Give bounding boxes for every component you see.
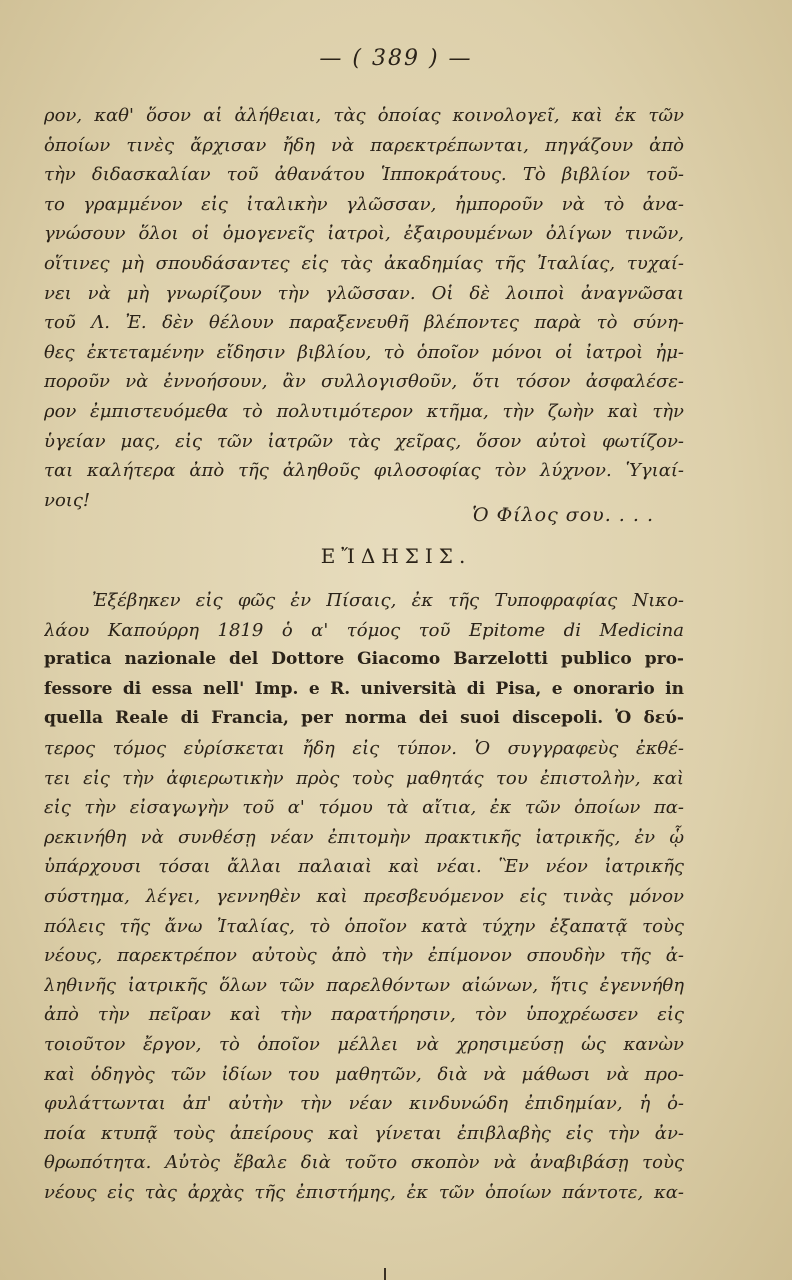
- text-line: θες ἐκτεταμένην εἴδησιν βιβλίου, τὸ ὁποῖον μόνοι οἱ ἰατροὶ ἠμ-: [44, 341, 684, 363]
- text-line: θρωπότητα. Αὐτὸς ἔβαλε διὰ τοῦτο σκοπὸν νὰ ἀναβιβάσῃ τοὺς: [44, 1152, 684, 1174]
- text-line: ἀπὸ τὴν πεῖραν καὶ τὴν παρατήρησιν, τὸν ὑποχρέωσεν εἰς: [44, 1004, 684, 1026]
- paragraph-announcement: [44, 586, 684, 1207]
- text-line: ὑπάρχουσι τόσαι ἄλλαι παλαιαὶ καὶ νέαι. Ἓν νέον ἰατρικῆς: [44, 856, 684, 878]
- text-line: εἰς τὴν εἰσαγωγὴν τοῦ α' τόμου τὰ αἴτια, ἐκ τῶν ὁποίων πα-: [44, 797, 684, 819]
- bottom-edge-mark: [384, 1268, 386, 1280]
- text-line: καὶ ὁδηγὸς τῶν ἰδίων του μαθητῶν, διὰ νὰ μάθωσι νὰ προ-: [44, 1063, 684, 1085]
- text-line: τοῦ Λ. Ἐ. δὲν θέλουν παραξενευθῆ βλέποντες παρὰ τὸ σύνη-: [44, 312, 684, 334]
- text-line: ποροῦν νὰ ἐννοήσουν, ἂν συλλογισθοῦν, ὅτι τόσον ἀσφαλέσε-: [44, 371, 684, 393]
- text-line: ποία κτυπᾷ τοὺς ἀπείρους καὶ γίνεται ἐπιβλαβὴς εἰς τὴν ἀν-: [44, 1122, 684, 1144]
- text-line: γνώσουν ὅλοι οἱ ὁμογενεῖς ἰατροὶ, ἐξαιρουμένων ὀλίγων τινῶν,: [44, 223, 684, 245]
- text-line: fessore di essa nell' Imp. e R. università di Pisa, e onorario in: [44, 678, 684, 699]
- letter-signature: Ὁ Φίλος σου. . . .: [472, 504, 654, 526]
- text-line: λάου Καπούρρη 1819 ὁ α' τόμος τοῦ Epitome di Medicina: [44, 619, 684, 641]
- text-line: Ἐξέβηκεν εἰς φῶς ἐν Πίσαις, ἐκ τῆς Τυποφραφίας Νικο-: [92, 590, 684, 611]
- section-title: ΕἼΔΗΣΙΣ.: [320, 544, 472, 568]
- text-line: pratica nazionale del Dottore Giacomo Barzelotti publico pro-: [44, 649, 684, 670]
- text-line: νει νὰ μὴ γνωρίζουν τὴν γλῶσσαν. Οἱ δὲ λοιποὶ ἀναγνῶσαι: [44, 282, 684, 304]
- text-line: ρον ἐμπιστευόμεθα τὸ πολυτιμότερον κτῆμα, τὴν ζωὴν καὶ τὴν: [44, 400, 684, 422]
- text-line: νοις!: [44, 489, 91, 511]
- text-line: πόλεις τῆς ἄνω Ἰταλίας, τὸ ὁποῖον κατὰ τύχην ἐξαπατᾷ τοὺς: [44, 915, 684, 937]
- text-line: ρεκινήθη νὰ συνθέσῃ νέαν ἐπιτομὴν πρακτικῆς ἰατρικῆς, ἐν ᾧ: [44, 826, 684, 848]
- text-line: ρον, καθ' ὅσον αἱ ἀλήθειαι, τὰς ὁποίας κοινολογεῖ, καὶ ἐκ τῶν: [44, 105, 684, 126]
- text-line: quella Reale di Francia, per norma dei suoi discepoli. Ὁ δεύ-: [44, 708, 684, 729]
- text-line: οἵτινες μὴ σπουδάσαντες εἰς τὰς ἀκαδημίας τῆς Ἰταλίας, τυχαί-: [44, 252, 684, 274]
- text-line: τοιοῦτον ἔργον, τὸ ὁποῖον μέλλει νὰ χρησιμεύσῃ ὡς κανὼν: [44, 1033, 684, 1055]
- text-line: το γραμμένον εἰς ἰταλικὴν γλῶσσαν, ἠμποροῦν νὰ τὸ ἀνα-: [44, 193, 684, 215]
- text-line: σύστημα, λέγει, γεννηθὲν καὶ πρεσβευόμενον εἰς τινὰς μόνον: [44, 885, 684, 907]
- text-line: ὁποίων τινὲς ἄρχισαν ἤδη νὰ παρεκτρέπωνται, πηγάζουν ἀπὸ: [44, 134, 684, 156]
- text-line: τει εἰς τὴν ἀφιερωτικὴν πρὸς τοὺς μαθητάς του ἐπιστολὴν, καὶ: [44, 767, 684, 789]
- text-line: ται καλήτερα ἀπὸ τῆς ἀληθοῦς φιλοσοφίας τὸν λύχνον. Ὑγιαί-: [44, 460, 684, 482]
- text-line: τὴν διδασκαλίαν τοῦ ἀθανάτου Ἱπποκράτους. Τὸ βιβλίον τοῦ-: [44, 164, 684, 186]
- text-line: ληθινῆς ἰατρικῆς ὅλων τῶν παρελθόντων αἰώνων, ἥτις ἐγεννήθη: [44, 974, 684, 996]
- page-number-header: — ( 389 ) —: [319, 46, 473, 71]
- text-line: φυλάττωνται ἀπ' αὐτὴν τὴν νέαν κινδυνώδη ἐπιδημίαν, ἡ ὁ-: [44, 1093, 684, 1115]
- text-line: νέους εἰς τὰς ἀρχὰς τῆς ἐπιστήμης, ἐκ τῶν ὁποίων πάντοτε, κα-: [44, 1181, 684, 1203]
- text-line: νέους, παρεκτρέπον αὐτοὺς ἀπὸ τὴν ἐπίμονον σπουδὴν τῆς ἀ-: [44, 945, 684, 967]
- paragraph-letter-ending: [44, 101, 684, 515]
- text-line: ὑγείαν μας, εἰς τῶν ἰατρῶν τὰς χεῖρας, ὅσον αὐτοὶ φωτίζον-: [44, 430, 684, 452]
- text-line: τερος τόμος εὑρίσκεται ἤδη εἰς τύπον. Ὁ συγγραφεὺς ἐκθέ-: [44, 737, 684, 759]
